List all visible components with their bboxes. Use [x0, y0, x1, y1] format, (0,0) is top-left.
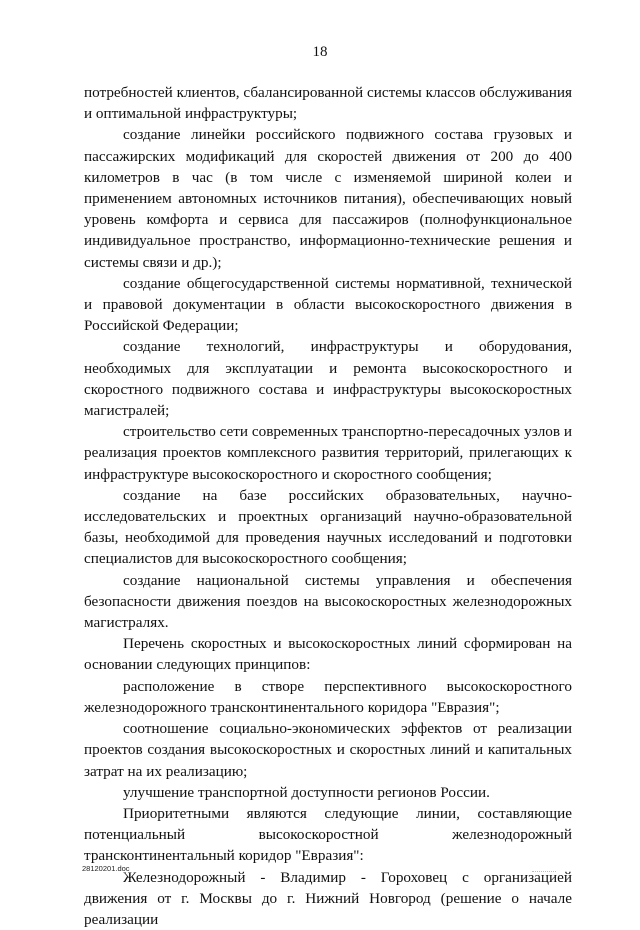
paragraph-priority-lines: Приоритетными являются следующие линии, составляющие потенциальный высокоскоростной железнодорожный трансконтинентальный коридор "Евразия": — [84, 804, 572, 865]
paragraph-principles-intro: Перечень скоростных и высокоскоростных линий сформирован на основании следующих принципов: — [84, 635, 572, 674]
paragraph-safety-system: создание национальной системы управления и обеспечения безопасности движения поездов на высокоскоростных железнодорожных магистралях. — [84, 571, 572, 632]
paragraph-regulatory-system: создание общегосударственной системы нормативной, технической и правовой документации в области высокоскоростного движения в Российской Федерации; — [84, 274, 572, 335]
paragraph-regional-access: улучшение транспортной доступности регионов России. — [123, 783, 490, 801]
paragraph-continuation: потребностей клиентов, сбалансированной системы классов обслуживания и оптимальной инфраструктуры; — [84, 84, 572, 123]
paragraph-zheleznodorozhny-line: Железнодорожный - Владимир - Гороховец с организацией движения от г. Москвы до г. Нижний Новгород (решение о начале реализации — [84, 868, 572, 928]
footer-filename: 28120201.doc — [82, 864, 130, 873]
page-number: 18 — [312, 44, 328, 60]
paragraph-rolling-stock: создание линейки российского подвижного состава грузовых и пассажирских модификаций для скоростей движения от 200 до 400 километров в час (в том числе с изменяемой шириной колеи и применением автономных источников питания), обеспечивающих новый уровень комфорта и сервиса для пассажиров (полнофункциональное индивидуальное пространство, информационно-технические решения и системы связи и др.); — [84, 126, 572, 271]
paragraph-research-base: создание на базе российских образовательных, научно-исследовательских и проектных организаций научно-образовательной базы, необходимой для проведения научных исследований и подготовки специалистов для высокоскоростного сообщения; — [84, 486, 572, 568]
document-body — [84, 82, 572, 930]
paragraph-eurasia-corridor: расположение в створе перспективного высокоскоростного железнодорожного трансконтинентального коридора "Евразия"; — [84, 677, 572, 716]
paragraph-transport-hubs: строительство сети современных транспортно-пересадочных узлов и реализация проектов комплексного развития территорий, прилегающих к инфраструктуре высокоскоростного и скоростного сообщения; — [84, 423, 572, 483]
paragraph-socioeconomic-effects: соотношение социально-экономических эффектов от реализации проектов создания высокоскоростных и скоростных линий и капитальных затрат на их реализацию; — [84, 720, 572, 780]
paragraph-technologies: создание технологий, инфраструктуры и оборудования, необходимых для эксплуатации и ремонта высокоскоростного и скоростного подвижного состава и инфраструктуры высокоскоростных магистралей; — [84, 338, 572, 420]
scan-artifact — [532, 871, 556, 874]
